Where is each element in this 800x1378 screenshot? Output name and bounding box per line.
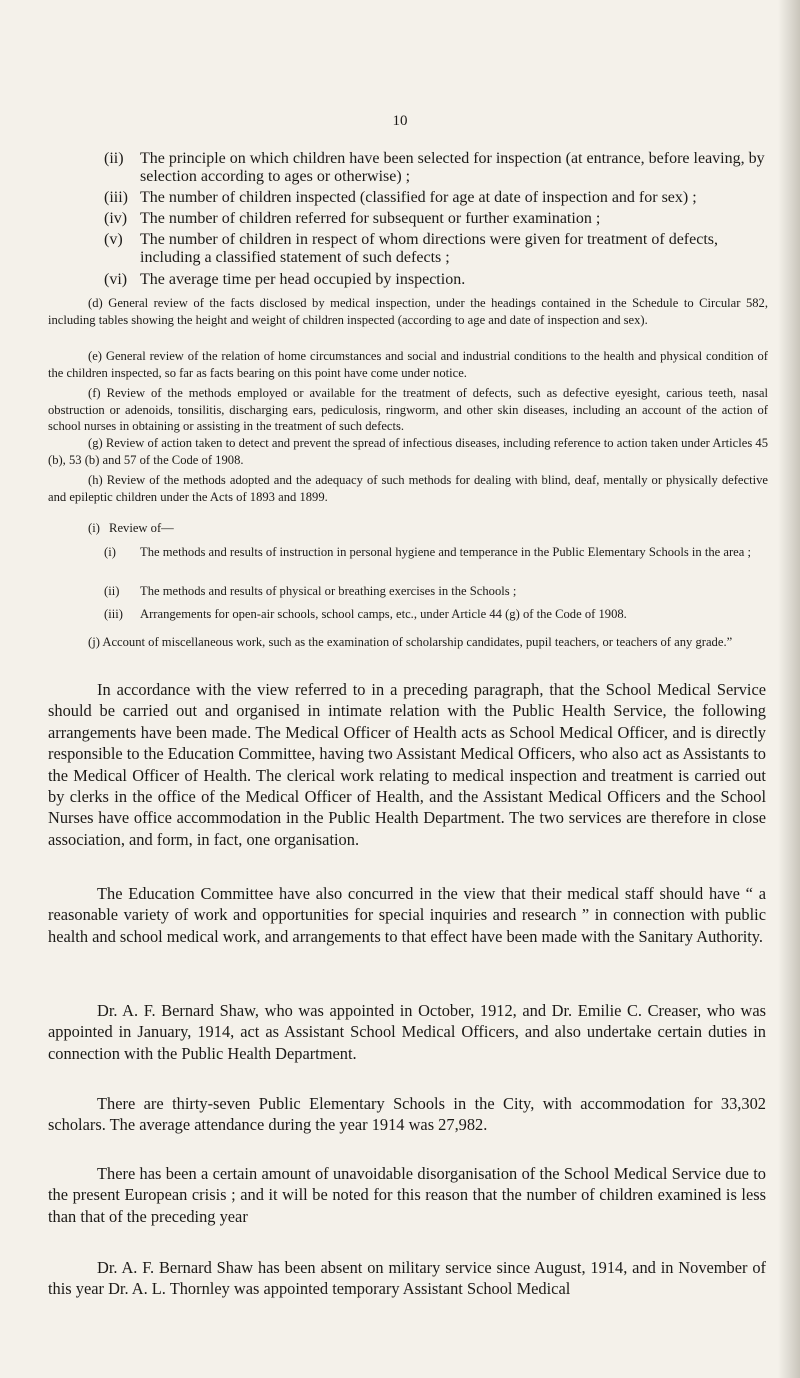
quoted-paragraph-g [48,435,768,468]
paragraph-label: (i) [88,521,100,535]
list-item-ii [104,150,768,186]
paragraph-text: Review of action taken to detect and prevent the spread of infectious diseases, including reference to action taken under Articles 45 (b), 53 (b) and 57 of the Code of 1908. [48,436,768,467]
list-item-text: Arrangements for open-air schools, school camps, etc., under Article 44 (g) of the Code of 1908. [140,607,627,621]
paragraph-label: (e) [88,349,102,363]
paragraph-text: Account of miscellaneous work, such as the examination of scholarship candidates, pupil teachers, or teachers of any grade.” [102,635,733,649]
paragraph-text: Review of the methods adopted and the adequacy of such methods for dealing with blind, deaf, mentally or physically defective and epileptic children under the Acts of 1893 and 1899. [48,473,768,504]
body-paragraph-6: Dr. A. F. Bernard Shaw has been absent on military service since August, 1914, and in November of this year Dr. A. L. Thornley was appointed temporary Assistant School Medical [48,1258,766,1299]
list-item-text: The number of children inspected (classified for age at date of inspection and for sex) ; [140,189,697,206]
paragraph-text: Review of— [109,521,174,535]
list-item-label: (ii) [104,584,120,598]
paragraph-text: General review of the relation of home circumstances and social and industrial conditions to the health and physical condition of the children inspected, so far as facts bearing on this point have come under notice. [48,349,768,380]
list-item-vi [104,271,768,289]
list-item-v [104,231,768,267]
paragraph-label: (d) [88,296,103,310]
paragraph-label: (h) [88,473,103,487]
quoted-paragraph-h [48,472,768,505]
scan-edge-shadow [778,0,800,1378]
body-paragraph-4: There are thirty-seven Public Elementary Schools in the City, with accommodation for 33,302 scholars. The average attendance during the year 1914 was 27,982. [48,1094,766,1135]
list-item-text: The number of children in respect of whom directions were given for treatment of defects, including a classified statement of such defects ; [140,231,719,266]
body-paragraph-5: There has been a certain amount of unavoidable disorganisation of the School Medical Service due to the present European crisis ; and it will be noted for this reason that the number of children examined is less than that of the preceding year [48,1164,766,1226]
list-item-label: (ii) [104,150,124,167]
review-item-ii [104,583,768,600]
paragraph-label: (j) [88,635,100,649]
list-item-label: (v) [104,231,123,248]
list-item-label: (vi) [104,271,128,288]
list-item-text: The methods and results of physical or breathing exercises in the Schools ; [140,584,517,598]
review-i-heading [88,520,688,537]
list-item-text: The average time per head occupied by inspection. [140,271,466,288]
list-item-iv [104,210,768,228]
paragraph-text: General review of the facts disclosed by medical inspection, under the headings contained in the Schedule to Circular 582, including tables showing the height and weight of children inspected (according to age and date of inspection and sex). [48,296,768,327]
list-item-label: (iii) [104,607,123,621]
quoted-paragraph-e [48,348,768,381]
paragraph-text: Review of the methods employed or available for the treatment of defects, such as defective eyesight, carious teeth, nasal obstruction or adenoids, tonsilitis, discharging ears, pediculosis, ringworm, and other skin diseases, including an account of the action of school nurses in obtaining or assisting in the treatment of such defects. [48,386,769,434]
list-item-label: (iii) [104,189,128,206]
list-item-text: The number of children referred for subsequent or further examination ; [140,210,601,227]
review-item-iii [104,606,768,623]
quoted-paragraph-d [48,295,768,328]
list-item-label: (i) [104,545,116,559]
list-item-text: The principle on which children have been selected for inspection (at entrance, before leaving, by selection according to ages or otherwise) ; [140,150,765,185]
quoted-paragraph-f [48,385,768,435]
paragraph-label: (f) [88,386,101,400]
quoted-paragraph-j [48,634,768,651]
review-item-i [104,544,768,561]
list-item-label: (iv) [104,210,128,227]
body-paragraph-3: Dr. A. F. Bernard Shaw, who was appointed in October, 1912, and Dr. Emilie C. Creaser, who was appointed in January, 1914, act as Assistant School Medical Officers, and also undertake certain duties in connection with the Public Health Department. [48,1001,766,1063]
body-paragraph-2: The Education Committee have also concurred in the view that their medical staff should have “ a reasonable variety of work and opportunities for special inquiries and research ” in connection with public health and school medical work, and arrangements to that effect have been made with the Sanitary Authority. [48,884,766,946]
body-paragraph-1: In accordance with the view referred to in a preceding paragraph, that the School Medical Service should be carried out and organised in intimate relation with the Public Health Service, the following arrangements have been made. The Medical Officer of Health acts as School Medical Officer, and is directly responsible to the Education Committee, having two Assistant Medical Officers, who also act as Assistants to the Medical Officer of Health. The clerical work relating to medical inspection and treatment is carried out by clerks in the office of the Medical Officer of Health, and the Assistant Medical Officers and the School Nurses have office accommodation in the Public Health Department. The two services are therefore in close association, and form, in fact, one organisation. [48,680,766,849]
list-item-text: The methods and results of instruction in personal hygiene and temperance in the Public Elementary Schools in the area ; [140,545,751,559]
paragraph-label: (g) [88,436,103,450]
list-item-iii [104,189,768,207]
page-number: 10 [392,113,408,129]
